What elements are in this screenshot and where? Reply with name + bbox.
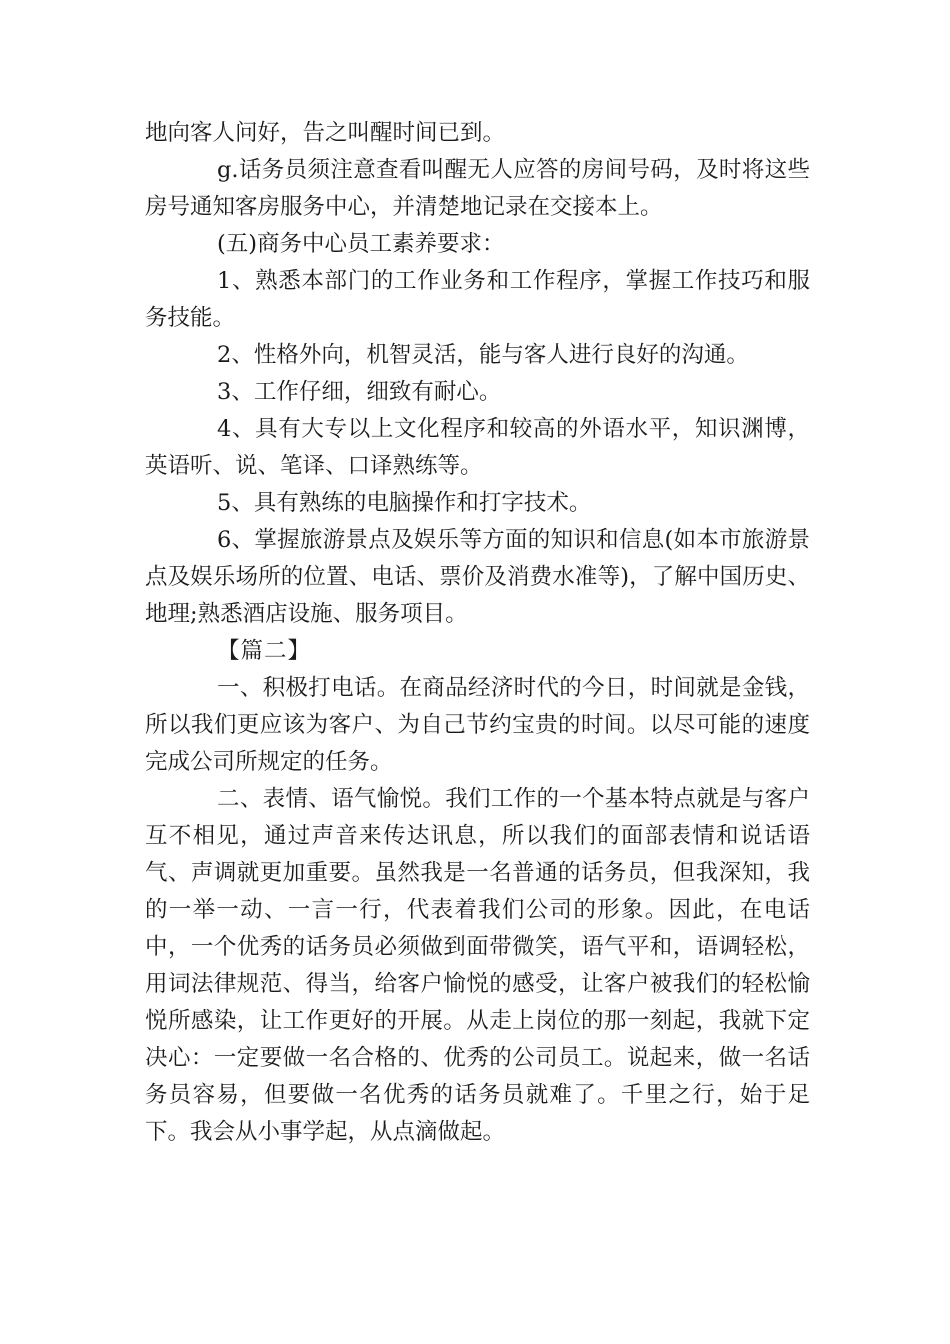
paragraph-requirement-2: 2、性格外向，机智灵活，能与客人进行良好的沟通。 bbox=[217, 342, 749, 368]
paragraph-requirement-6: 6、掌握旅游景点及娱乐等方面的知识和信息(如本市旅游景点及娱乐场所的位置、电话、票价及消费水准等)，了解中国历史、地理;熟悉酒店设施、服务项目。 bbox=[145, 527, 810, 627]
document-body bbox=[145, 115, 810, 1151]
paragraph-requirement-3: 3、工作仔细，细致有耐心。 bbox=[217, 379, 502, 405]
section-heading-part-two: 【篇二】 bbox=[217, 638, 312, 664]
section-title-business-center: (五)商务中心员工素养要求： bbox=[217, 231, 505, 257]
paragraph-continuation: 地向客人问好，告之叫醒时间已到。 bbox=[145, 120, 506, 146]
paragraph-requirement-4: 4、具有大专以上文化程序和较高的外语水平，知识渊博，英语听、说、笔译、口译熟练等。 bbox=[145, 416, 810, 479]
paragraph-requirement-1: 1、熟悉本部门的工作业务和工作程序，掌握工作技巧和服务技能。 bbox=[145, 268, 810, 331]
paragraph-part2-tone: 二、表情、语气愉悦。我们工作的一个基本特点就是与客户互不相见，通过声音来传达讯息，所以我们的面部表情和说话语气、声调就更加重要。虽然我是一名普通的话务员，但我深知，我的一举一动、一言一行，代表着我们公司的形象。因此，在电话中，一个优秀的话务员必须做到面带微笑，语气平和，语调轻松，用词法律规范、得当，给客户愉悦的感受，让客户被我们的轻松愉悦所感染，让工作更好的开展。从走上岗位的那一刻起，我就下定决心：一定要做一名合格的、优秀的公司员工。说起来，做一名话务员容易，但要做一名优秀的话务员就难了。千里之行，始于足下。我会从小事学起，从点滴做起。 bbox=[145, 786, 810, 1145]
paragraph-item-g: g.话务员须注意查看叫醒无人应答的房间号码，及时将这些房号通知客房服务中心，并清楚地记录在交接本上。 bbox=[145, 157, 810, 220]
paragraph-requirement-5: 5、具有熟练的电脑操作和打字技术。 bbox=[217, 490, 592, 516]
paragraph-part2-phone-calls: 一、积极打电话。在商品经济时代的今日，时间就是金钱，所以我们更应该为客户、为自己节约宝贵的时间。以尽可能的速度完成公司所规定的任务。 bbox=[145, 675, 810, 775]
